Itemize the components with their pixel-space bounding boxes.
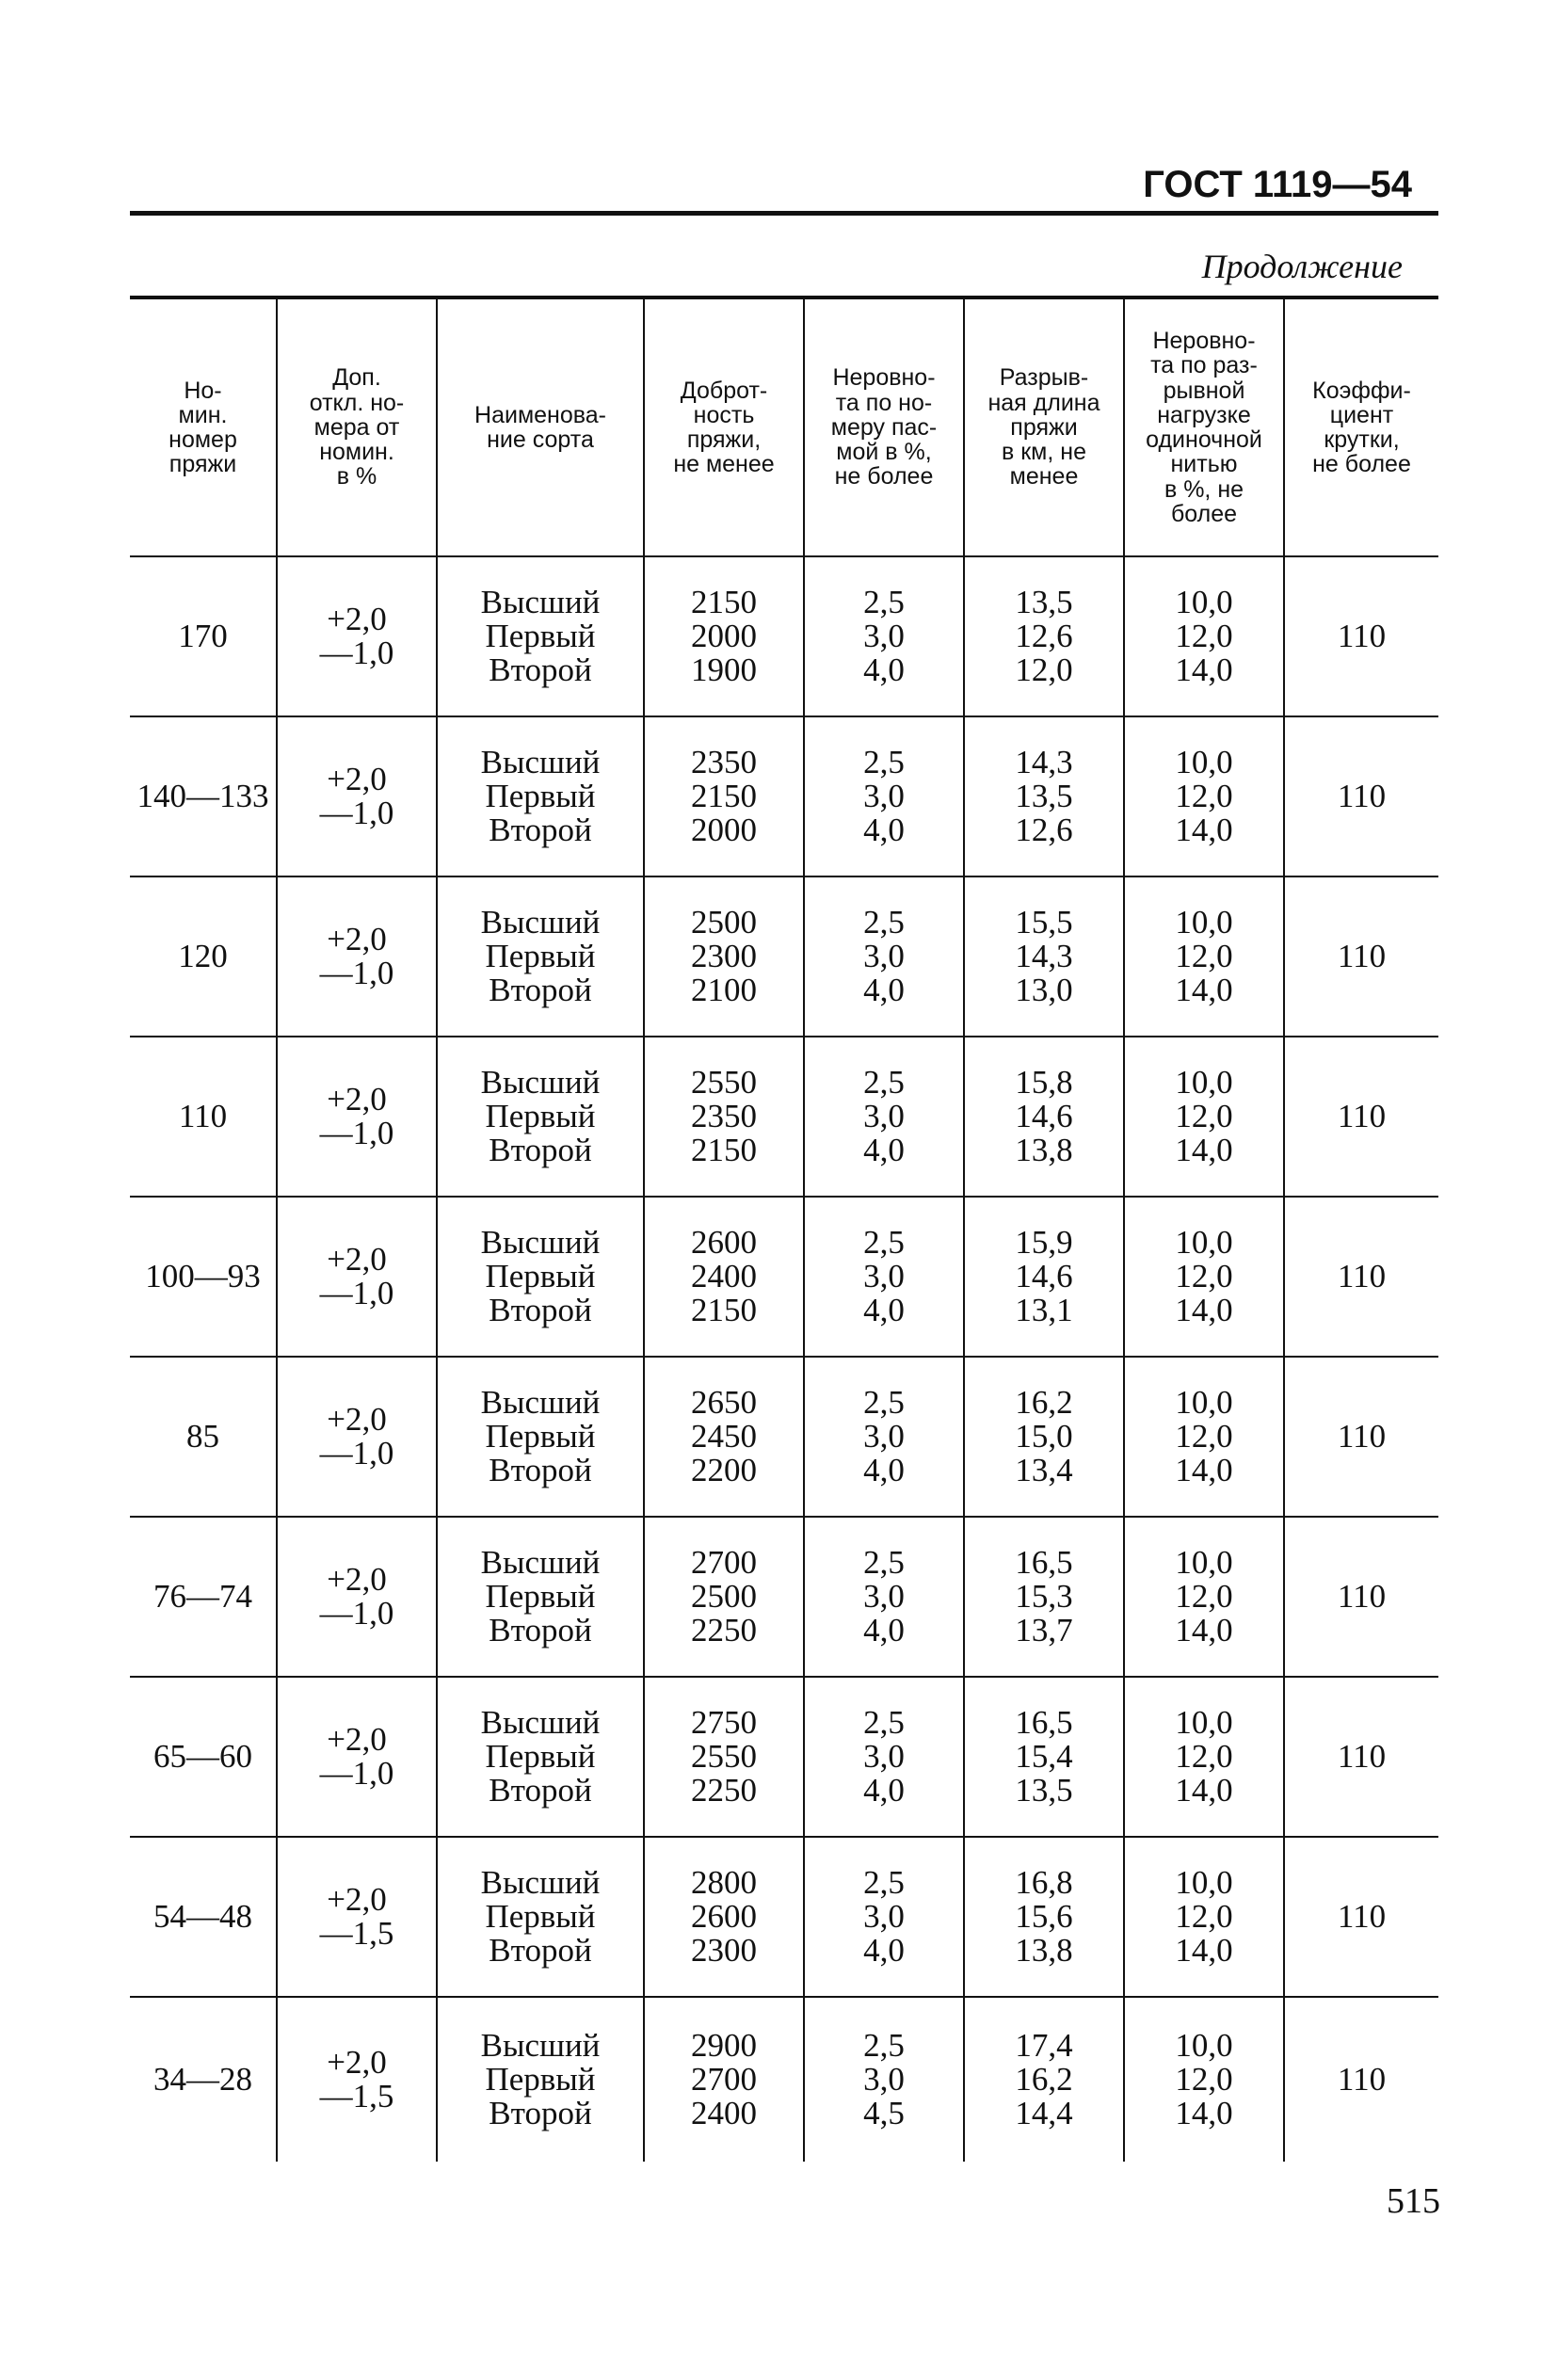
- quality-cell-value: 2700: [691, 2061, 757, 2098]
- quality-cell: [644, 1837, 804, 1997]
- breaking-length-cell-value: 15,6: [1015, 1898, 1073, 1935]
- page-number: 515: [1387, 2181, 1440, 2221]
- quality-cell-value: 2300: [691, 1932, 757, 1969]
- table-row: [130, 1677, 1438, 1837]
- breaking-length-cell-value: 15,3: [1015, 1578, 1073, 1615]
- grade-cell-value: Высший: [480, 1224, 601, 1261]
- tolerance-plus: +2,0: [327, 921, 387, 957]
- nominal-number-cell: 65—60: [130, 1677, 277, 1837]
- unevenness-skein-cell-value: 3,0: [863, 618, 905, 654]
- unevenness-skein-cell-value: 3,0: [863, 1098, 905, 1134]
- twist-coefficient-cell: 110: [1284, 556, 1438, 716]
- quality-cell-value: 2000: [691, 812, 757, 848]
- unevenness-single-cell-value: 12,0: [1175, 778, 1233, 814]
- unevenness-skein-cell-value: 4,0: [863, 1292, 905, 1328]
- unevenness-skein-cell-value: 2,5: [863, 1544, 905, 1581]
- quality-cell-value: 2500: [691, 1578, 757, 1615]
- tolerance-cell: [277, 1197, 437, 1357]
- table-row: [130, 876, 1438, 1037]
- column-header: Доп. откл. но- мера от номин. в %: [277, 298, 437, 556]
- unevenness-single-cell-value: 10,0: [1175, 1064, 1233, 1101]
- grade-cell-value: Высший: [480, 584, 601, 620]
- unevenness-skein-cell-value: 2,5: [863, 1864, 905, 1901]
- unevenness-single-cell: [1124, 1997, 1284, 2162]
- unevenness-single-cell-value: 14,0: [1175, 1932, 1233, 1969]
- unevenness-single-cell-value: 10,0: [1175, 1224, 1233, 1261]
- quality-cell-value: 2150: [691, 778, 757, 814]
- unevenness-single-cell: [1124, 1837, 1284, 1997]
- tolerance-minus: —1,0: [319, 1755, 394, 1792]
- unevenness-single-cell: [1124, 716, 1284, 876]
- unevenness-single-cell-value: 14,0: [1175, 1452, 1233, 1488]
- tolerance-cell: [277, 876, 437, 1037]
- grade-cell-value: Первый: [485, 938, 596, 974]
- breaking-length-cell-value: 13,8: [1015, 1932, 1073, 1969]
- breaking-length-cell-value: 13,4: [1015, 1452, 1073, 1488]
- breaking-length-cell-value: 13,5: [1015, 778, 1073, 814]
- unevenness-single-cell-value: 14,0: [1175, 972, 1233, 1008]
- breaking-length-cell-value: 16,8: [1015, 1864, 1073, 1901]
- breaking-length-cell-value: 15,9: [1015, 1224, 1073, 1261]
- grade-cell-value: Первый: [485, 2061, 596, 2098]
- quality-cell: [644, 1197, 804, 1357]
- unevenness-skein-cell-value: 4,0: [863, 1452, 905, 1488]
- quality-cell-value: 2200: [691, 1452, 757, 1488]
- unevenness-skein-cell-value: 4,0: [863, 1932, 905, 1969]
- breaking-length-cell: [964, 1997, 1124, 2162]
- tolerance-cell: [277, 1517, 437, 1677]
- table-row: [130, 1357, 1438, 1517]
- unevenness-skein-cell: [804, 1997, 964, 2162]
- tolerance-minus: —1,0: [319, 1435, 394, 1471]
- unevenness-single-cell-value: 10,0: [1175, 1544, 1233, 1581]
- quality-cell: [644, 1517, 804, 1677]
- unevenness-single-cell-value: 10,0: [1175, 1704, 1233, 1741]
- unevenness-skein-cell: [804, 1517, 964, 1677]
- unevenness-skein-cell-value: 2,5: [863, 1704, 905, 1741]
- tolerance-plus: +2,0: [327, 2044, 387, 2081]
- unevenness-single-cell-value: 10,0: [1175, 904, 1233, 941]
- quality-cell-value: 2650: [691, 1384, 757, 1421]
- tolerance-cell: [277, 1357, 437, 1517]
- grade-cell: [437, 556, 644, 716]
- quality-cell-value: 2450: [691, 1418, 757, 1455]
- unevenness-skein-cell-value: 4,0: [863, 1612, 905, 1648]
- quality-cell-value: 2300: [691, 938, 757, 974]
- twist-coefficient-cell: 110: [1284, 1997, 1438, 2162]
- grade-cell-value: Первый: [485, 1578, 596, 1615]
- grade-cell-value: Второй: [489, 2095, 592, 2131]
- unevenness-single-cell-value: 10,0: [1175, 2027, 1233, 2064]
- breaking-length-cell: [964, 1197, 1124, 1357]
- unevenness-single-cell-value: 12,0: [1175, 1738, 1233, 1775]
- breaking-length-cell-value: 14,6: [1015, 1258, 1073, 1295]
- grade-cell-value: Высший: [480, 1384, 601, 1421]
- quality-cell-value: 2600: [691, 1224, 757, 1261]
- column-header: Доброт- ность пряжи, не менее: [644, 298, 804, 556]
- nominal-number-cell: 100—93: [130, 1197, 277, 1357]
- unevenness-skein-cell-value: 2,5: [863, 584, 905, 620]
- grade-cell-value: Высший: [480, 904, 601, 941]
- table-row: [130, 1997, 1438, 2162]
- unevenness-single-cell-value: 14,0: [1175, 2095, 1233, 2131]
- unevenness-single-cell-value: 14,0: [1175, 1612, 1233, 1648]
- unevenness-skein-cell-value: 3,0: [863, 2061, 905, 2098]
- quality-cell: [644, 876, 804, 1037]
- unevenness-skein-cell-value: 2,5: [863, 1064, 905, 1101]
- yarn-spec-table-container: [130, 296, 1438, 2162]
- unevenness-single-cell-value: 14,0: [1175, 1132, 1233, 1168]
- tolerance-minus: —1,0: [319, 635, 394, 671]
- quality-cell-value: 2150: [691, 584, 757, 620]
- breaking-length-cell-value: 14,3: [1015, 938, 1073, 974]
- breaking-length-cell-value: 12,0: [1015, 651, 1073, 688]
- tolerance-minus: —1,5: [319, 2078, 394, 2115]
- breaking-length-cell-value: 12,6: [1015, 618, 1073, 654]
- unevenness-single-cell: [1124, 1357, 1284, 1517]
- unevenness-skein-cell-value: 2,5: [863, 1224, 905, 1261]
- quality-cell-value: 2900: [691, 2027, 757, 2064]
- breaking-length-cell-value: 12,6: [1015, 812, 1073, 848]
- grade-cell-value: Второй: [489, 1452, 592, 1488]
- nominal-number-cell: 54—48: [130, 1837, 277, 1997]
- table-row: [130, 716, 1438, 876]
- unevenness-skein-cell-value: 4,0: [863, 1772, 905, 1809]
- breaking-length-cell-value: 14,4: [1015, 2095, 1073, 2131]
- unevenness-skein-cell-value: 2,5: [863, 1384, 905, 1421]
- unevenness-single-cell-value: 14,0: [1175, 1292, 1233, 1328]
- quality-cell-value: 2550: [691, 1064, 757, 1101]
- grade-cell-value: Второй: [489, 1612, 592, 1648]
- unevenness-single-cell-value: 12,0: [1175, 2061, 1233, 2098]
- unevenness-skein-cell-value: 3,0: [863, 1578, 905, 1615]
- unevenness-skein-cell: [804, 1357, 964, 1517]
- breaking-length-cell: [964, 876, 1124, 1037]
- breaking-length-cell-value: 13,7: [1015, 1612, 1073, 1648]
- table-row: [130, 556, 1438, 716]
- column-header: Неровно- та по но- меру пас- мой в %, не более: [804, 298, 964, 556]
- header-rule: [130, 211, 1438, 216]
- breaking-length-cell-value: 15,4: [1015, 1738, 1073, 1775]
- unevenness-skein-cell-value: 2,5: [863, 904, 905, 941]
- nominal-number-cell: 110: [130, 1037, 277, 1197]
- twist-coefficient-cell: 110: [1284, 1517, 1438, 1677]
- unevenness-single-cell-value: 10,0: [1175, 584, 1233, 620]
- tolerance-plus: +2,0: [327, 1081, 387, 1118]
- twist-coefficient-cell: 110: [1284, 716, 1438, 876]
- grade-cell: [437, 1517, 644, 1677]
- unevenness-single-cell-value: 12,0: [1175, 1898, 1233, 1935]
- breaking-length-cell-value: 16,5: [1015, 1544, 1073, 1581]
- grade-cell-value: Второй: [489, 1772, 592, 1809]
- continuation-label: Продолжение: [1201, 248, 1403, 285]
- tolerance-minus: —1,0: [319, 1115, 394, 1151]
- unevenness-skein-cell: [804, 1677, 964, 1837]
- tolerance-minus: —1,0: [319, 955, 394, 991]
- quality-cell-value: 2350: [691, 744, 757, 780]
- grade-cell: [437, 716, 644, 876]
- grade-cell-value: Первый: [485, 1898, 596, 1935]
- breaking-length-cell-value: 17,4: [1015, 2027, 1073, 2064]
- grade-cell-value: Первый: [485, 1258, 596, 1295]
- twist-coefficient-cell: 110: [1284, 876, 1438, 1037]
- table-row: [130, 1037, 1438, 1197]
- unevenness-skein-cell-value: 3,0: [863, 1418, 905, 1455]
- quality-cell-value: 2150: [691, 1132, 757, 1168]
- unevenness-skein-cell: [804, 716, 964, 876]
- quality-cell-value: 1900: [691, 651, 757, 688]
- unevenness-single-cell-value: 12,0: [1175, 1098, 1233, 1134]
- grade-cell: [437, 1357, 644, 1517]
- unevenness-skein-cell-value: 3,0: [863, 938, 905, 974]
- column-header: Наименова- ние сорта: [437, 298, 644, 556]
- nominal-number-cell: 76—74: [130, 1517, 277, 1677]
- quality-cell-value: 2750: [691, 1704, 757, 1741]
- quality-cell-value: 2250: [691, 1772, 757, 1809]
- tolerance-plus: +2,0: [327, 1881, 387, 1918]
- unevenness-single-cell-value: 14,0: [1175, 812, 1233, 848]
- grade-cell-value: Высший: [480, 2027, 601, 2064]
- quality-cell-value: 2400: [691, 1258, 757, 1295]
- standard-code: ГОСТ 1119—54: [1143, 164, 1412, 205]
- grade-cell: [437, 1037, 644, 1197]
- unevenness-skein-cell-value: 4,0: [863, 972, 905, 1008]
- twist-coefficient-cell: 110: [1284, 1677, 1438, 1837]
- grade-cell-value: Первый: [485, 1098, 596, 1134]
- grade-cell-value: Высший: [480, 1864, 601, 1901]
- unevenness-single-cell-value: 14,0: [1175, 1772, 1233, 1809]
- breaking-length-cell-value: 13,0: [1015, 972, 1073, 1008]
- grade-cell: [437, 1837, 644, 1997]
- quality-cell: [644, 1997, 804, 2162]
- unevenness-single-cell: [1124, 876, 1284, 1037]
- tolerance-plus: +2,0: [327, 601, 387, 637]
- tolerance-cell: [277, 556, 437, 716]
- breaking-length-cell: [964, 1677, 1124, 1837]
- breaking-length-cell-value: 13,8: [1015, 1132, 1073, 1168]
- unevenness-skein-cell: [804, 556, 964, 716]
- tolerance-plus: +2,0: [327, 1401, 387, 1438]
- tolerance-minus: —1,5: [319, 1915, 394, 1952]
- breaking-length-cell-value: 16,2: [1015, 2061, 1073, 2098]
- unevenness-skein-cell-value: 4,0: [863, 812, 905, 848]
- column-header: Разрыв- ная длина пряжи в км, не менее: [964, 298, 1124, 556]
- unevenness-single-cell-value: 10,0: [1175, 744, 1233, 780]
- tolerance-minus: —1,0: [319, 1275, 394, 1311]
- unevenness-skein-cell-value: 4,0: [863, 651, 905, 688]
- unevenness-single-cell: [1124, 556, 1284, 716]
- grade-cell-value: Второй: [489, 812, 592, 848]
- breaking-length-cell-value: 15,8: [1015, 1064, 1073, 1101]
- quality-cell-value: 2600: [691, 1898, 757, 1935]
- unevenness-single-cell-value: 14,0: [1175, 651, 1233, 688]
- unevenness-skein-cell: [804, 1037, 964, 1197]
- quality-cell-value: 2550: [691, 1738, 757, 1775]
- quality-cell: [644, 556, 804, 716]
- breaking-length-cell: [964, 556, 1124, 716]
- grade-cell-value: Первый: [485, 1738, 596, 1775]
- unevenness-skein-cell-value: 4,5: [863, 2095, 905, 2131]
- unevenness-skein-cell-value: 3,0: [863, 1258, 905, 1295]
- unevenness-skein-cell: [804, 1197, 964, 1357]
- grade-cell-value: Высший: [480, 1704, 601, 1741]
- unevenness-skein-cell: [804, 876, 964, 1037]
- nominal-number-cell: 34—28: [130, 1997, 277, 2162]
- tolerance-cell: [277, 1837, 437, 1997]
- tolerance-cell: [277, 1677, 437, 1837]
- unevenness-single-cell-value: 12,0: [1175, 1578, 1233, 1615]
- tolerance-plus: +2,0: [327, 1721, 387, 1758]
- nominal-number-cell: 85: [130, 1357, 277, 1517]
- tolerance-plus: +2,0: [327, 1561, 387, 1598]
- nominal-number-cell: 170: [130, 556, 277, 716]
- unevenness-single-cell-value: 12,0: [1175, 1258, 1233, 1295]
- table-body: [130, 556, 1438, 2162]
- quality-cell-value: 2100: [691, 972, 757, 1008]
- grade-cell-value: Первый: [485, 778, 596, 814]
- twist-coefficient-cell: 110: [1284, 1037, 1438, 1197]
- twist-coefficient-cell: 110: [1284, 1197, 1438, 1357]
- quality-cell-value: 2000: [691, 618, 757, 654]
- tolerance-plus: +2,0: [327, 761, 387, 797]
- unevenness-single-cell-value: 10,0: [1175, 1864, 1233, 1901]
- breaking-length-cell-value: 15,0: [1015, 1418, 1073, 1455]
- unevenness-single-cell: [1124, 1197, 1284, 1357]
- breaking-length-cell: [964, 1517, 1124, 1677]
- breaking-length-cell-value: 15,5: [1015, 904, 1073, 941]
- tolerance-plus: +2,0: [327, 1241, 387, 1278]
- breaking-length-cell-value: 14,3: [1015, 744, 1073, 780]
- unevenness-skein-cell-value: 4,0: [863, 1132, 905, 1168]
- quality-cell-value: 2700: [691, 1544, 757, 1581]
- quality-cell-value: 2150: [691, 1292, 757, 1328]
- unevenness-skein-cell-value: 2,5: [863, 744, 905, 780]
- unevenness-skein-cell-value: 2,5: [863, 2027, 905, 2064]
- breaking-length-cell: [964, 716, 1124, 876]
- grade-cell-value: Первый: [485, 618, 596, 654]
- breaking-length-cell: [964, 1357, 1124, 1517]
- breaking-length-cell-value: 16,2: [1015, 1384, 1073, 1421]
- tolerance-cell: [277, 1997, 437, 2162]
- table-row: [130, 1197, 1438, 1357]
- grade-cell-value: Второй: [489, 972, 592, 1008]
- grade-cell-value: Первый: [485, 1418, 596, 1455]
- unevenness-skein-cell-value: 3,0: [863, 778, 905, 814]
- nominal-number-cell: 140—133: [130, 716, 277, 876]
- table-row: [130, 1517, 1438, 1677]
- unevenness-single-cell: [1124, 1517, 1284, 1677]
- breaking-length-cell: [964, 1837, 1124, 1997]
- grade-cell-value: Второй: [489, 1932, 592, 1969]
- twist-coefficient-cell: 110: [1284, 1357, 1438, 1517]
- tolerance-cell: [277, 1037, 437, 1197]
- column-header: Коэффи- циент крутки, не более: [1284, 298, 1438, 556]
- quality-cell-value: 2500: [691, 904, 757, 941]
- grade-cell: [437, 1677, 644, 1837]
- quality-cell: [644, 1357, 804, 1517]
- quality-cell: [644, 716, 804, 876]
- grade-cell-value: Второй: [489, 651, 592, 688]
- grade-cell: [437, 1197, 644, 1357]
- grade-cell-value: Высший: [480, 1544, 601, 1581]
- breaking-length-cell-value: 13,1: [1015, 1292, 1073, 1328]
- breaking-length-cell-value: 13,5: [1015, 1772, 1073, 1809]
- grade-cell: [437, 1997, 644, 2162]
- grade-cell-value: Высший: [480, 1064, 601, 1101]
- quality-cell-value: 2800: [691, 1864, 757, 1901]
- tolerance-minus: —1,0: [319, 1595, 394, 1632]
- unevenness-single-cell: [1124, 1037, 1284, 1197]
- unevenness-single-cell-value: 12,0: [1175, 618, 1233, 654]
- unevenness-single-cell: [1124, 1677, 1284, 1837]
- quality-cell-value: 2250: [691, 1612, 757, 1648]
- unevenness-single-cell-value: 12,0: [1175, 1418, 1233, 1455]
- unevenness-skein-cell-value: 3,0: [863, 1738, 905, 1775]
- unevenness-single-cell-value: 12,0: [1175, 938, 1233, 974]
- breaking-length-cell-value: 14,6: [1015, 1098, 1073, 1134]
- twist-coefficient-cell: 110: [1284, 1837, 1438, 1997]
- breaking-length-cell-value: 13,5: [1015, 584, 1073, 620]
- quality-cell-value: 2400: [691, 2095, 757, 2131]
- yarn-spec-table: [130, 296, 1438, 2162]
- table-row: [130, 1837, 1438, 1997]
- grade-cell: [437, 876, 644, 1037]
- grade-cell-value: Второй: [489, 1132, 592, 1168]
- nominal-number-cell: 120: [130, 876, 277, 1037]
- quality-cell-value: 2350: [691, 1098, 757, 1134]
- unevenness-single-cell-value: 10,0: [1175, 1384, 1233, 1421]
- column-header: Но- мин. номер пряжи: [130, 298, 277, 556]
- breaking-length-cell: [964, 1037, 1124, 1197]
- column-header: Неровно- та по раз- рывной нагрузке одиночной нитью в %, не более: [1124, 298, 1284, 556]
- breaking-length-cell-value: 16,5: [1015, 1704, 1073, 1741]
- grade-cell-value: Высший: [480, 744, 601, 780]
- tolerance-cell: [277, 716, 437, 876]
- table-header-row: [130, 298, 1438, 556]
- tolerance-minus: —1,0: [319, 795, 394, 831]
- grade-cell-value: Второй: [489, 1292, 592, 1328]
- quality-cell: [644, 1037, 804, 1197]
- quality-cell: [644, 1677, 804, 1837]
- unevenness-skein-cell: [804, 1837, 964, 1997]
- unevenness-skein-cell-value: 3,0: [863, 1898, 905, 1935]
